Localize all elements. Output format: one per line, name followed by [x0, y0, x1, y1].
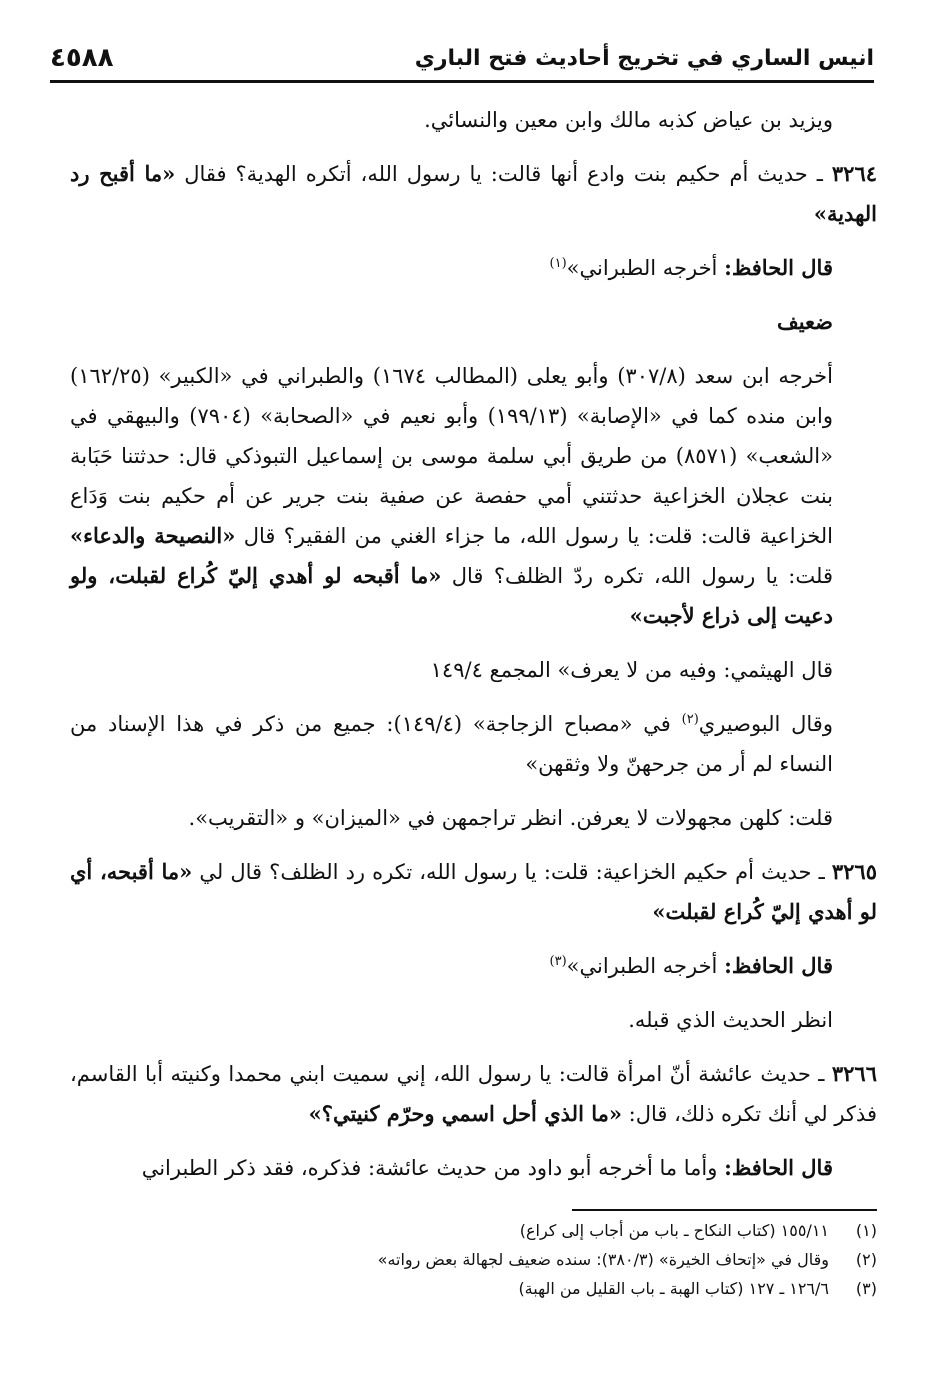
footnote-3: [70, 1274, 877, 1303]
footnote-text: وقال في «إتحاف الخيرة» (٣٨٠/٣): سنده ضعيف لجهالة بعض رواته»: [377, 1250, 829, 1269]
hadith-quote: «ما أقبح رد الهدية»: [70, 161, 877, 226]
hadith-3264: ٣٢٦٤ ـ حديث أم حكيم بنت وادع أنها قالت: يا رسول الله، أتكره الهدية؟ فقال «ما أقبح رد الهدية»: [70, 161, 878, 226]
takhrij-paragraph: أخرجه ابن سعد (٣٠٧/٨) وأبو يعلى (المطالب ١٦٧٤) والطبراني في «الكبير» (١٦٢/٢٥) وابن منده كما في «الإصابة» (١٩٩/١٣) وأبو نعيم في «الصحابة» (٧٩٠٤) والبيهقي في «الشعب» (٨٥٧١) من طريق أبي سلمة موسى بن إسماعيل التبوذكي قال: حدثتنا حَبَابة بنت عجلان الخزاعية حدثتني أمي حفصة عن صفية بنت جرير عن أم حكيم بنت وَدَاع الخزاعية قالت: قلت: يا رسول الله، ما جزاء الغني من الفقير؟ قال «النصيحة والدعاء» قلت: يا رسول الله، تكره ردّ الظلف؟ قال «ما أقبحه لو أهدي إليّ كُراع لقبلت، ولو دعيت إلى ذراع لأجبت»: [70, 364, 833, 628]
footnote-mark: (٣): [855, 1279, 877, 1298]
footnote-ref-3[interactable]: (٣): [549, 954, 567, 969]
hadith-quote: «ما الذي أحل اسمي وحرّم كنيتي؟»: [308, 1101, 622, 1126]
footnote-2: [70, 1245, 877, 1274]
hadith-3266: ٣٢٦٦ ـ حديث عائشة أنّ امرأة قالت: يا رسول الله، إني سميت ابني محمدا وكنيته أبا القاسم، فذكر لي أنك تكره ذلك، قال: «ما الذي أحل اسمي وحرّم كنيتي؟»: [70, 1061, 877, 1126]
footnote-text: ١٥٥/١١ (كتاب النكاح ـ باب من أجاب إلى كراع): [519, 1221, 829, 1240]
footnote-1: [70, 1216, 877, 1245]
footnote-text: ١٢٦/٦ ـ ١٢٧ (كتاب الهبة ـ باب القليل من الهبة): [518, 1279, 829, 1298]
hadith-number: ٣٢٦٥: [831, 859, 877, 884]
footnote-mark: (٢): [855, 1250, 877, 1269]
grade-label: ضعيف: [776, 309, 833, 334]
hadith-3265: ٣٢٦٥ ـ حديث أم حكيم الخزاعية: قلت: يا رسول الله، تكره رد الظلف؟ قال لي «ما أقبحه، أي لو أهدي إليّ كُراع لقبلت»: [70, 859, 877, 924]
busiri-quote: وقال البوصيري$^{(٢)}$ في «مصباح الزجاجة» (١٤٩/٤): جميع من ذكر في هذا الإسناد من النساء لم أر من جرحهنّ ولا وثقهن»: [70, 712, 833, 776]
footnote-separator: [572, 1209, 877, 1211]
footnotes: [70, 1216, 877, 1303]
cross-reference: انظر الحديث الذي قبله.: [628, 1008, 833, 1032]
hafiz-label: قال الحافظ:: [724, 953, 833, 978]
hadith-number: ٣٢٦٦: [831, 1061, 877, 1086]
footnote-ref-2[interactable]: (٢): [681, 712, 699, 727]
main-text: [70, 100, 877, 1202]
haythami-quote: قال الهيثمي: وفيه من لا يعرف» المجمع ١٤٩/٤: [430, 658, 833, 682]
footnote-ref-1[interactable]: (١): [549, 256, 567, 271]
page-number: ٤٥٨٨: [50, 43, 114, 73]
footnote-mark: (١): [855, 1221, 877, 1240]
hadith-quote: «ما أقبحه، أي لو أهدي إليّ كُراع لقبلت»: [70, 859, 877, 924]
author-comment: قلت: كلهن مجهولات لا يعرفن. انظر تراجمهن في «الميزان» و «التقريب».: [188, 806, 833, 830]
hafiz-statement-2: قال الحافظ: أخرجه الطبراني»$^{(٣)}$: [549, 953, 833, 978]
running-title: انيس الساري في تخريج أحاديث فتح الباري: [414, 45, 874, 71]
hadith-number: ٣٢٦٤: [831, 161, 878, 186]
hafiz-statement-3: قال الحافظ: وأما ما أخرجه أبو داود من حديث عائشة: فذكره، فقد ذكر الطبراني: [141, 1155, 833, 1180]
hafiz-statement-1: قال الحافظ: أخرجه الطبراني»$^{(١)}$: [549, 255, 833, 280]
hafiz-label: قال الحافظ:: [724, 1155, 833, 1180]
paragraph-yazid: ويزيد بن عياض كذبه مالك وابن معين والنسائي.: [424, 108, 833, 132]
page-header: [50, 36, 874, 80]
hafiz-label: قال الحافظ:: [724, 255, 833, 280]
header-rule: [50, 80, 874, 83]
